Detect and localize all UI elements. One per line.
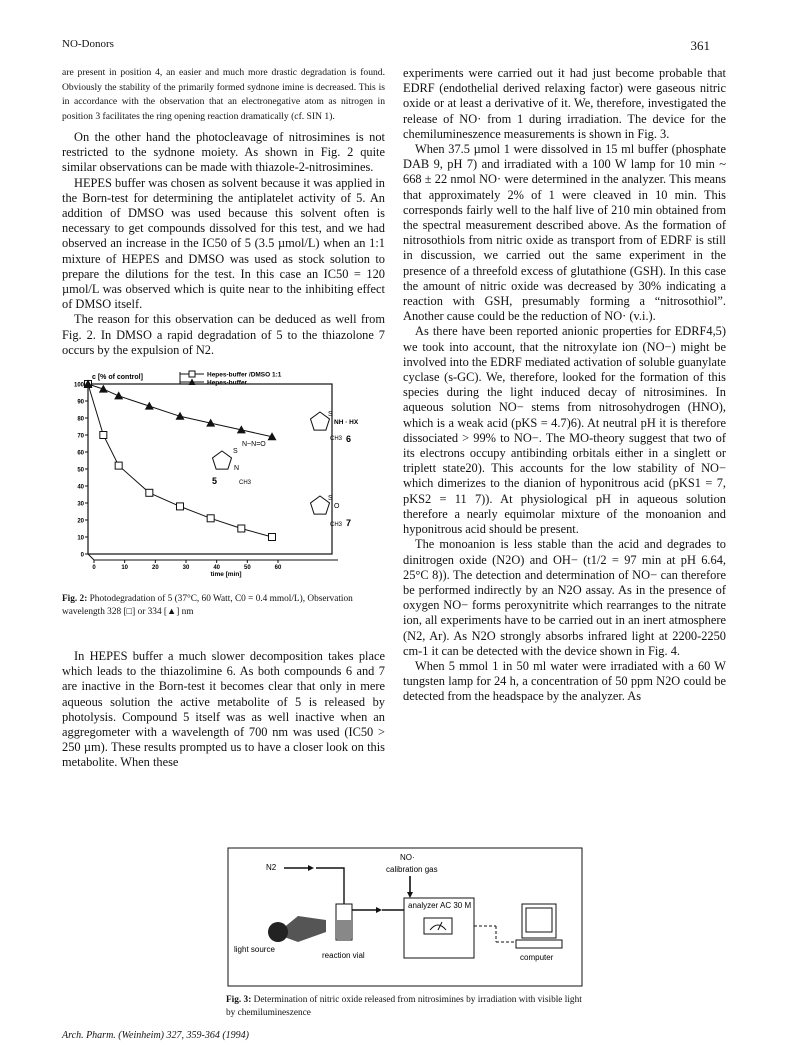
calibration-arrowhead — [407, 892, 413, 898]
fig2-caption-label: Fig. 2: — [62, 594, 88, 605]
y-tick-label: 10 — [77, 535, 84, 542]
label-n2: N2 — [266, 863, 277, 872]
paragraph: experiments were carried out it had just become probable that EDRF (endothelial derived relaxing factor) were gaseous nitric oxide or at least a derivative of it. We, therefore, investigated the release of NO· from 1 during irradiation. The device for the chemilumineszence measurements is shown in Fig. 3. — [403, 66, 726, 141]
paragraph: The reason for this observation can be deduced as well from Fig. 2. In DMSO a rapid degradation of 5 to the thiazolone 7 occurs by the expulsion of N2. — [62, 312, 385, 357]
structure-label: CH3 — [330, 436, 343, 443]
running-header: NO-Donors — [62, 38, 114, 50]
y-tick-label: 70 — [77, 433, 84, 440]
data-point-square — [238, 525, 245, 532]
series-line-2 — [88, 384, 272, 437]
structure-7-ring — [310, 496, 329, 514]
structure-6-ring — [310, 412, 329, 430]
computer-screen — [526, 908, 552, 932]
computer-base — [516, 940, 562, 948]
paragraph: On the other hand the photocleavage of nitrosimines is not restricted to the sydnone moiety. As shown in Fig. 2 quite similar observations can be made with thiazole-2-nitrosimines. — [62, 130, 385, 175]
paragraph: In HEPES buffer a much slower decomposition takes place which leads to the thiazolimine 6. As both compounds 6 and 7 are inactive in the Born-test it becomes clear that only in mere aqueous solution the active metabolite of 5 is released by photolysis. Compound 5 itself was as well inactive when an aggregometer with a wavelength of 700 nm was used (IC50 > 250 µm). These results prompted us to have a closer look on this metabolite. When these — [62, 649, 385, 770]
x-tick-label: 0 — [92, 565, 96, 572]
structure-label: CH3 — [239, 480, 252, 487]
y-tick-label: 100 — [73, 382, 84, 389]
page-number: 361 — [690, 38, 710, 53]
fig3-diagram — [226, 846, 584, 988]
data-point-square — [115, 462, 122, 469]
data-point-square — [207, 515, 214, 522]
fig3-figure — [226, 846, 584, 1020]
paragraph: As there have been reported anionic properties for EDRF4,5) we took into account, that the nitroxylate ion (NO−) might be involved into the EDRF mediated activation of soluble guanylate cyclase (s-GC). We, therefore, looked for the formation of this species during the light induced decay of nitrosimines. In aqueous solution NO− stems from nitrosohydrogen (HNO), which is a weak acid (pKS = 4.7)6). At neutral pH it is therefore dissociated > 99% to NO−. The MO-theory suggest that two of its electrons occupy antibinding orbitals either in a singlett or triplett state20). This accounts for the low stability of NO− which dimerizes to the dianion of hyponitrous acid (pKS1 = 7, pKS2 = 11 7)). At physiological pH in aqueous solution therefore a nearly equimolar mixture of the monoanion and hyponitrous acid should be present. — [403, 324, 726, 537]
fig3-caption — [226, 994, 584, 1020]
label-computer: computer — [520, 953, 554, 962]
x-tick-label: 30 — [182, 565, 190, 572]
structure-label: S — [233, 448, 238, 456]
data-point-square — [269, 534, 276, 541]
fig2-caption — [62, 593, 385, 619]
compound-number-6: 6 — [346, 434, 352, 445]
data-point-triangle — [145, 402, 154, 410]
x-axis-label: time [min] — [210, 571, 242, 579]
x-tick-label: 40 — [213, 565, 221, 572]
paragraph: The monoanion is less stable than the acid and degrades to dinitrogen oxide (N2O) and OH− (t1/2 = 97 min at pH 6.64, 25°C 8)). The detection and determination of NO− can therefore be performed indirectly by an N2O assay. As in the presence of oxygen NO− forms peroxynitrite which rearranges to the nitrate ion, all experiments have to be carried out in an inert atmosphere (N2, Ar). As N2O strongly absorbs infrared light at 2200-2250 cm-1 it can be detected with the device shown in Fig. 4. — [403, 537, 726, 658]
data-point-triangle — [114, 391, 123, 399]
y-tick-label: 40 — [77, 484, 84, 491]
structure-label: CH3 — [330, 522, 343, 529]
label-reaction-vial: reaction vial — [322, 951, 365, 960]
legend-entry: Hepes-buffer /DMSO 1:1 — [207, 371, 282, 379]
fig3-caption-label: Fig. 3: — [226, 995, 252, 1005]
y-tick-label: 20 — [77, 518, 84, 525]
fig2-chart — [62, 366, 385, 584]
right-column — [403, 66, 726, 705]
x-tick-label: 10 — [121, 565, 129, 572]
lamp-icon — [268, 922, 288, 942]
label-light-source: light source — [234, 945, 275, 954]
x-tick-label: 60 — [274, 565, 282, 572]
n2-line — [316, 868, 344, 904]
plot-frame — [88, 384, 332, 554]
paragraph: When 5 mmol 1 in 50 ml water were irradiated with a 60 W tungsten lamp for 24 h, a concentration of 50 ppm N2O could be detected from the headspace by the analyzer. As — [403, 658, 726, 704]
y-tick-label: 60 — [77, 450, 84, 457]
x-tick-label: 50 — [243, 565, 251, 572]
data-point-square — [146, 489, 153, 496]
label-calibration-gas: calibration gas — [386, 865, 438, 874]
data-point-triangle — [176, 412, 185, 420]
label-no: NO· — [400, 853, 415, 862]
y-tick-label: 0 — [80, 552, 84, 559]
analyzer-arrowhead — [376, 907, 382, 913]
data-point-triangle — [99, 385, 108, 393]
n2-arrowhead — [308, 865, 314, 871]
axis-depth-line — [88, 554, 94, 560]
vial-liquid — [337, 920, 351, 939]
legend-marker-square — [189, 371, 195, 377]
data-point-square — [100, 432, 107, 439]
fig2-caption-text: Photodegradation of 5 (37°C, 60 Watt, C0 = 0.4 mmol/L), Observation wavelength 328 [□] or 334 [▲] nm — [62, 594, 353, 618]
y-tick-label: 90 — [77, 399, 84, 406]
legend-entry: Hepes-buffer — [207, 379, 248, 387]
structure-label: N~N=O — [242, 441, 266, 449]
structure-5-ring — [212, 451, 231, 469]
left-column — [62, 66, 385, 771]
compound-number-5: 5 — [212, 476, 218, 487]
series-line-1 — [88, 384, 272, 537]
paragraph: HEPES buffer was chosen as solvent because it was applied in the Born-test for determining the antiplatelet activity of 5. An addition of DMSO was used because this solvent often is necessary to get compounds dissolved for this test, and we had observed an increase in the IC50 of 5 (3.5 µmol/L) when an 1:1 mixture of HEPES and DMSO was used as stock solution to prepare the dilutions for the test. In this case an IC50 = 120 µmol/L was observed which is quite near to the inhibiting effect of DMSO itself. — [62, 175, 385, 312]
y-tick-label: 80 — [77, 416, 84, 423]
structure-label: N — [234, 465, 240, 473]
x-tick-label: 20 — [151, 565, 159, 572]
fig3-caption-text: Determination of nitric oxide released from nitrosimines by irradiation with visible light by chemilumineszence — [226, 995, 582, 1018]
compound-number-7: 7 — [346, 518, 352, 529]
structure-label: O — [334, 503, 340, 511]
data-point-square — [177, 503, 184, 510]
y-axis-label: c [% of control] — [92, 374, 143, 382]
paragraph: When 37.5 µmol 1 were dissolved in 15 ml buffer (phosphate DAB 9, pH 7) and irradiated with a 100 W lamp for 10 min ~ 668 ± 22 nmol NO· were determined in the analyzer. This means that approximately 2% of 1 were cleaved in 10 min. This corresponds fairly well to the half live of 210 min obtained from the spectral measurement described above. As the formation of nitrosothiols from nitric oxide as transport from of EDRF is still in discussion, we carried out the same experiment in the presence of a threefold excess of glutathione (GSH). In this case the amount of nitric oxide was decreased by 30% indicating a reaction with GSH, presumably forming a “nitrosothiol”. Another cause could be the reduction of NO· (v.i.). — [403, 142, 726, 324]
structure-label: S — [328, 495, 333, 503]
y-tick-label: 30 — [77, 501, 84, 508]
structure-label: S — [328, 411, 333, 419]
journal-footer: Arch. Pharm. (Weinheim) 327, 359-364 (1994) — [62, 1030, 250, 1041]
small-print-paragraph: are present in position 4, an easier and much more drastic degradation is found. Obviously the stability of the primarily formed sydnone imine is decreased. This is in accordance with the observation that an electronegative atom as nitrogen in position 3 facilitates the ring opening reaction dramatically (cf. SIN 1). — [62, 67, 385, 122]
y-tick-label: 50 — [77, 467, 84, 474]
label-analyzer: analyzer AC 30 M — [408, 901, 472, 910]
analyzer-display — [424, 918, 452, 934]
structure-label: NH · HX — [334, 419, 359, 427]
